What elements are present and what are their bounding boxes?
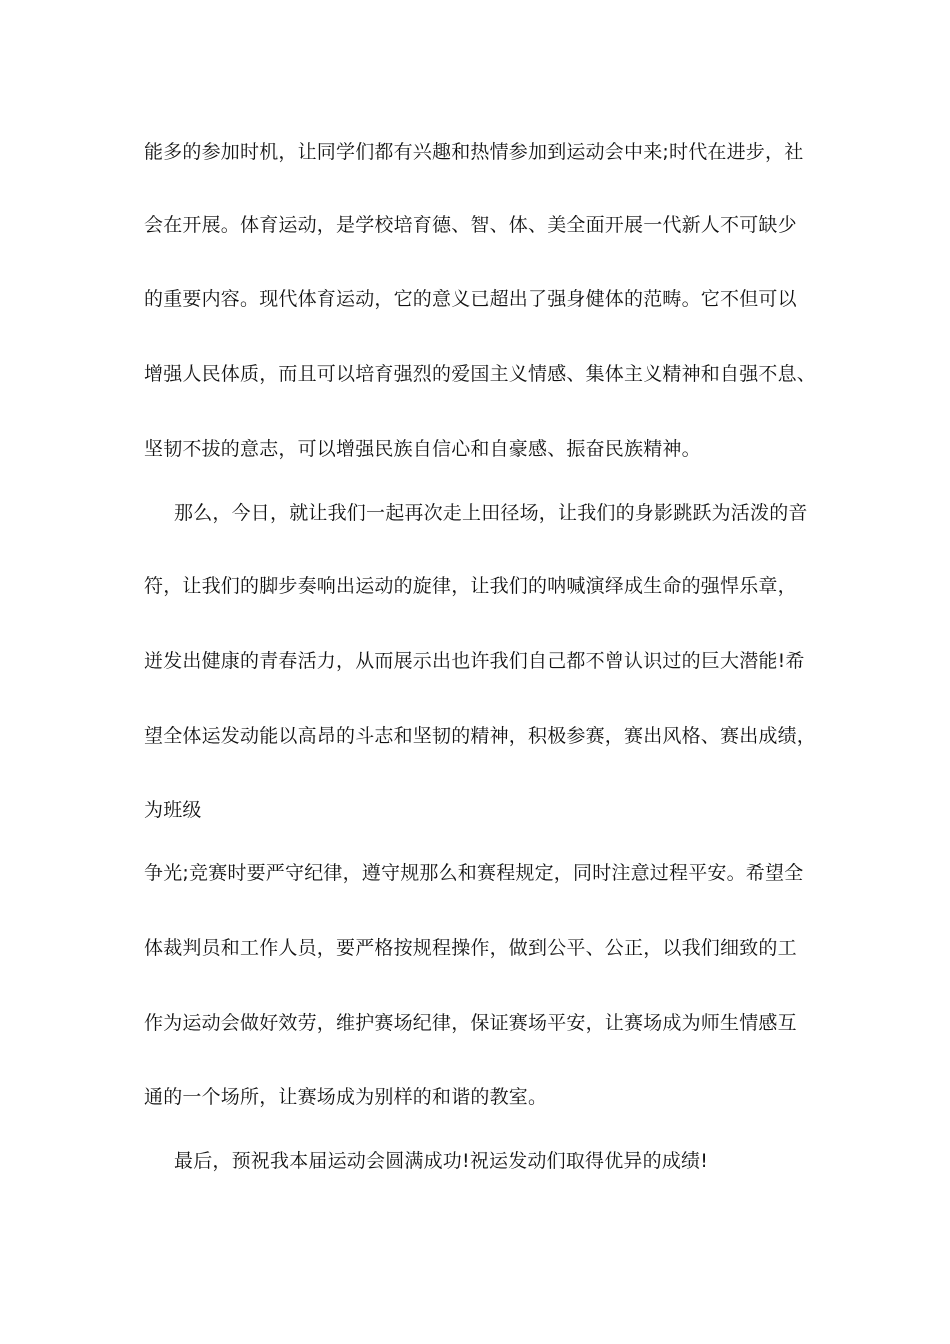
text-line: 会在开展。体育运动，是学校培育德、智、体、美全面开展一代新人不可缺少	[144, 214, 797, 236]
text-line: 的重要内容。现代体育运动，它的意义已超出了强身健体的范畴。它不但可以	[144, 288, 797, 310]
text-line: 通的一个场所，让赛场成为别样的和谐的教室。	[144, 1086, 548, 1108]
text-line: 增强人民体质，而且可以培育强烈的爱国主义情感、集体主义精神和自强不息、	[144, 363, 817, 385]
text-line: 迸发出健康的青春活力，从而展示出也许我们自己都不曾认识过的巨大潜能!希	[144, 650, 805, 672]
paragraph-first-line: 那么，今日，就让我们一起再次走上田径场，让我们的身影跳跃为活泼的音	[174, 502, 808, 524]
paragraph-first-line: 最后，预祝我本届运动会圆满成功!祝运发动们取得优异的成绩!	[174, 1150, 709, 1172]
text-line: 坚韧不拔的意志，可以增强民族自信心和自豪感、振奋民族精神。	[144, 438, 701, 460]
text-line: 体裁判员和工作人员，要严格按规程操作，做到公平、公正，以我们细致的工	[144, 937, 797, 959]
text-line: 作为运动会做好效劳，维护赛场纪律，保证赛场平安，让赛场成为师生情感互	[144, 1012, 797, 1034]
text-line: 能多的参加时机，让同学们都有兴趣和热情参加到运动会中来;时代在进步，社	[144, 141, 804, 163]
text-line: 为班级	[144, 799, 202, 821]
text-line: 争光;竞赛时要严守纪律，遵守规那么和赛程规定，同时注意过程平安。希望全	[144, 862, 804, 884]
text-line: 望全体运发动能以高昂的斗志和坚韧的精神，积极参赛，赛出风格、赛出成绩，	[144, 725, 817, 747]
text-line: 符，让我们的脚步奏响出运动的旋律，让我们的呐喊演绎成生命的强悍乐章，	[144, 575, 797, 597]
